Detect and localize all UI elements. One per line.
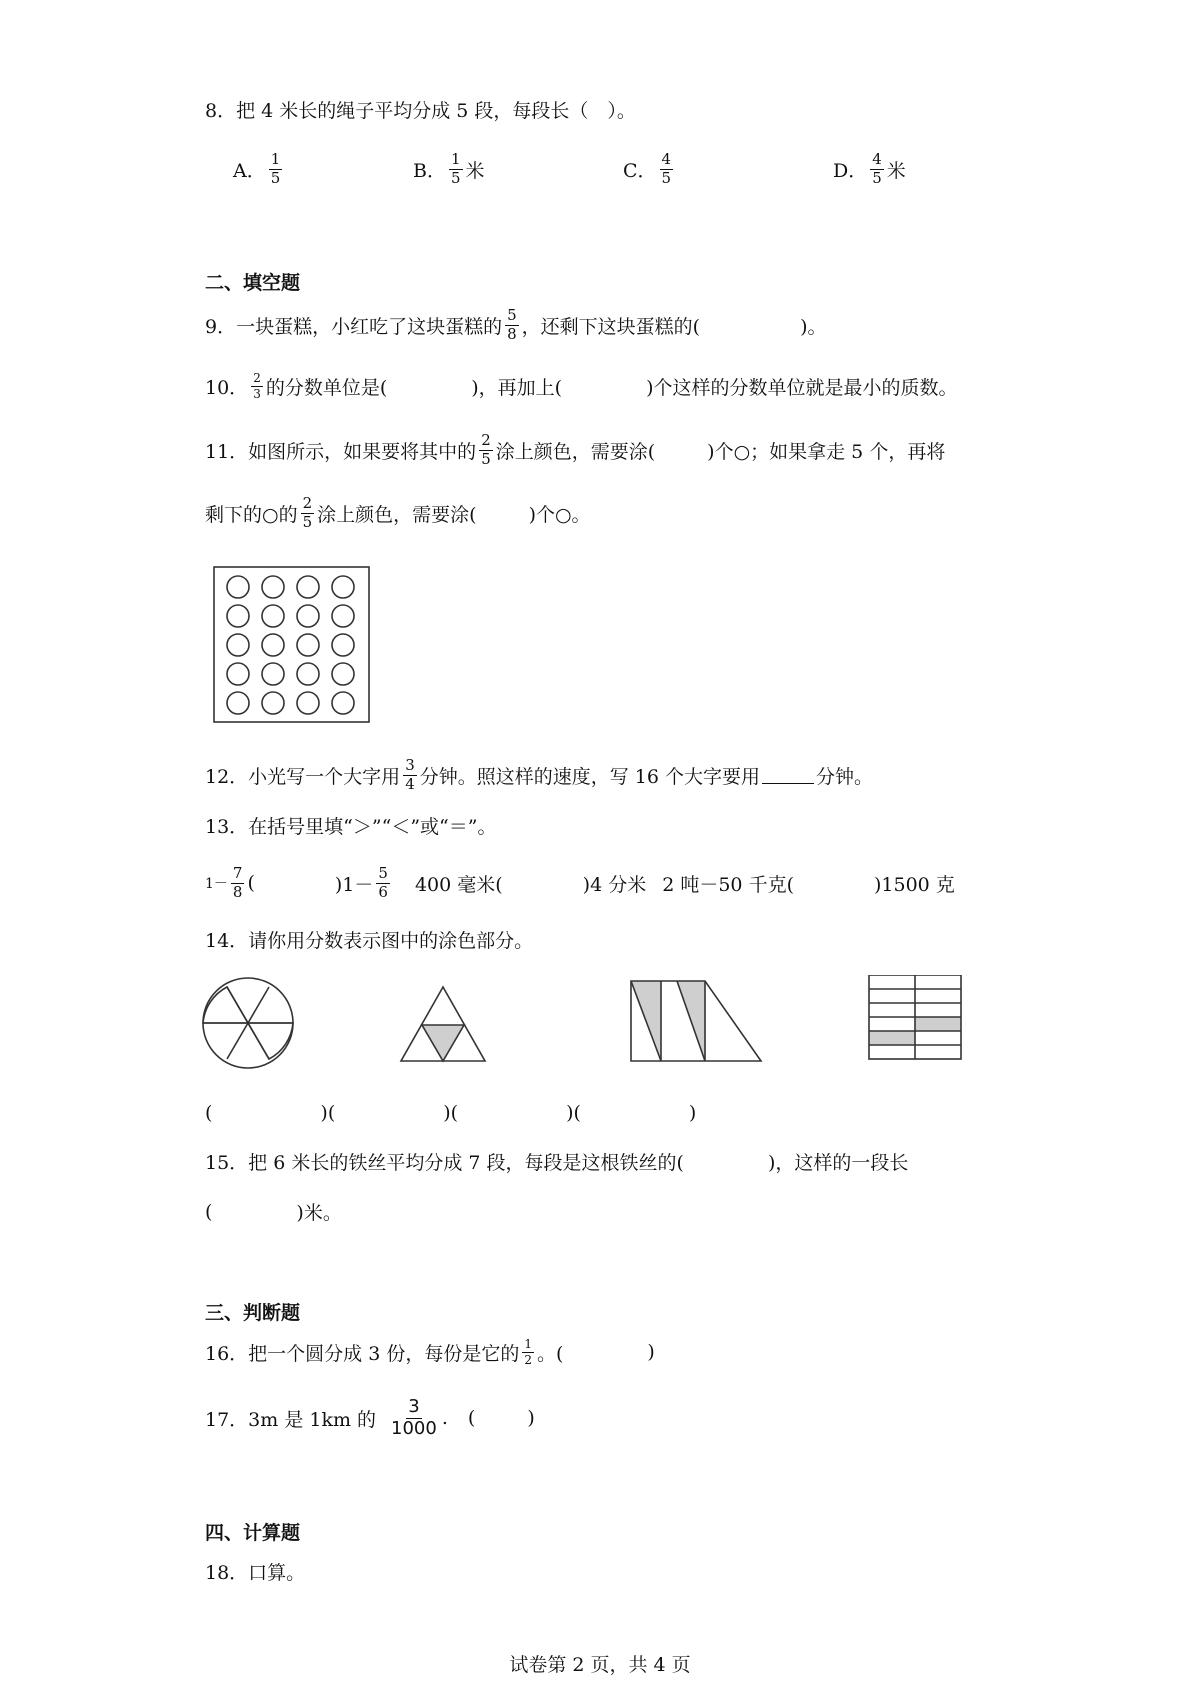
option-label: D．	[833, 159, 868, 182]
grid-circle	[332, 692, 354, 714]
q15-line1: 15．把 6 米长的铁丝平均分成 7 段，每段是这根铁丝的( )，这样的一段长	[205, 1152, 909, 1174]
answer-blank[interactable]	[762, 767, 814, 784]
section-title-calculation: 四、计算题	[205, 1522, 301, 1544]
fraction: $\frac{4}{5}$	[872, 150, 882, 187]
grid-circle	[262, 634, 284, 656]
q8-option-a[interactable]	[233, 152, 285, 187]
fraction: $\frac{2}{5}$	[481, 431, 491, 468]
q15-line2: ( )米。	[205, 1200, 342, 1224]
grid-circle	[297, 692, 319, 714]
q13-items: 1－ $\frac{7}{8}$ ( )1－ $\frac{5}{6}$ 400 毫米( )4 分米 2 吨－50 千克( )1500 克	[205, 864, 955, 901]
grid-circle	[227, 692, 249, 714]
parallelogram-figure	[631, 981, 761, 1061]
triangle-figure	[401, 987, 485, 1061]
q14-figures	[200, 975, 980, 1075]
rectangle-grid-figure	[869, 975, 961, 1059]
fraction: $\frac{4}{5}$	[661, 150, 672, 187]
q14-answers: ( )( )( )( )	[205, 1102, 697, 1124]
option-label: B．	[413, 159, 446, 182]
q9: 9．一块蛋糕，小红吃了这块蛋糕的 $\frac{5}{8}$ ，还剩下这块蛋糕的( )。	[205, 306, 827, 343]
grid-circle	[227, 663, 249, 685]
grid-circle	[227, 605, 249, 627]
grid-circle	[262, 605, 284, 627]
fraction: $\frac{5}{6}$	[378, 864, 388, 901]
q13-stem: 13．在括号里填“＞”“＜”或“＝”。	[205, 816, 497, 838]
q11-line1: 11．如图所示，如果要将其中的 $\frac{2}{5}$ 涂上颜色，需要涂( )个○；如果拿走 5 个，再将	[205, 431, 946, 468]
section-title-fill-blank: 二、填空题	[205, 272, 301, 294]
unit: 米	[465, 159, 485, 182]
fraction: $\frac{2}{5}$	[302, 494, 313, 531]
grid-circle	[332, 634, 354, 656]
fraction: $\frac{3}{4}$	[405, 756, 415, 793]
q8-option-c[interactable]	[623, 152, 676, 187]
q11-line2: 剩下的○的 $\frac{2}{5}$ 涂上颜色，需要涂( )个○。	[205, 494, 591, 531]
q8-stem: 8．把 4 米长的绳子平均分成 5 段，每段长（ ）。	[205, 100, 636, 122]
fraction: $\frac{7}{8}$	[232, 864, 243, 901]
q8-option-b[interactable]	[413, 152, 485, 187]
q17: 17．3m 是 1km 的 $\frac{3}{1000}$ . ( )	[205, 1396, 535, 1439]
unit: 米	[886, 159, 906, 182]
fraction: $\frac{1}{2}$	[524, 1337, 532, 1367]
grid-circle	[297, 663, 319, 685]
fraction: $\frac{5}{8}$	[507, 306, 517, 343]
grid-circle	[297, 605, 319, 627]
grid-circle	[332, 605, 354, 627]
option-label: C．	[623, 159, 657, 182]
grid-circle	[262, 692, 284, 714]
grid-circle	[297, 634, 319, 656]
page-footer: 试卷第 2 页，共 4 页	[509, 1654, 691, 1676]
q8-option-d[interactable]	[833, 152, 906, 187]
q10: 10． $\frac{2}{3}$ 的分数单位是( )，再加上( )个这样的分数单位就是最小的质数。	[205, 371, 958, 401]
fraction: $\frac{3}{1000}$	[391, 1396, 437, 1439]
grid-circle	[262, 576, 284, 598]
q12: 12．小光写一个大字用 $\frac{3}{4}$ 分钟。照这样的速度，写 16 个大字要用 分钟。	[205, 756, 874, 793]
circle-sectors-figure	[203, 978, 293, 1068]
grid-circle	[332, 663, 354, 685]
grid-circle	[227, 634, 249, 656]
option-label: A．	[233, 159, 266, 182]
q18-stem: 18．口算。	[205, 1562, 306, 1584]
q14-stem: 14．请你用分数表示图中的涂色部分。	[205, 930, 534, 952]
grid-circle	[297, 576, 319, 598]
fraction: $\frac{1}{5}$	[450, 150, 461, 187]
circle-grid-figure	[212, 565, 372, 725]
grid-circle	[332, 576, 354, 598]
grid-circle	[227, 576, 249, 598]
q16: 16．把一个圆分成 3 份，每份是它的 $\frac{1}{2}$ 。( )	[205, 1337, 655, 1367]
grid-circle	[262, 663, 284, 685]
fraction: $\frac{1}{5}$	[270, 150, 281, 187]
section-title-true-false: 三、判断题	[205, 1302, 301, 1324]
fraction: $\frac{2}{3}$	[253, 371, 261, 401]
